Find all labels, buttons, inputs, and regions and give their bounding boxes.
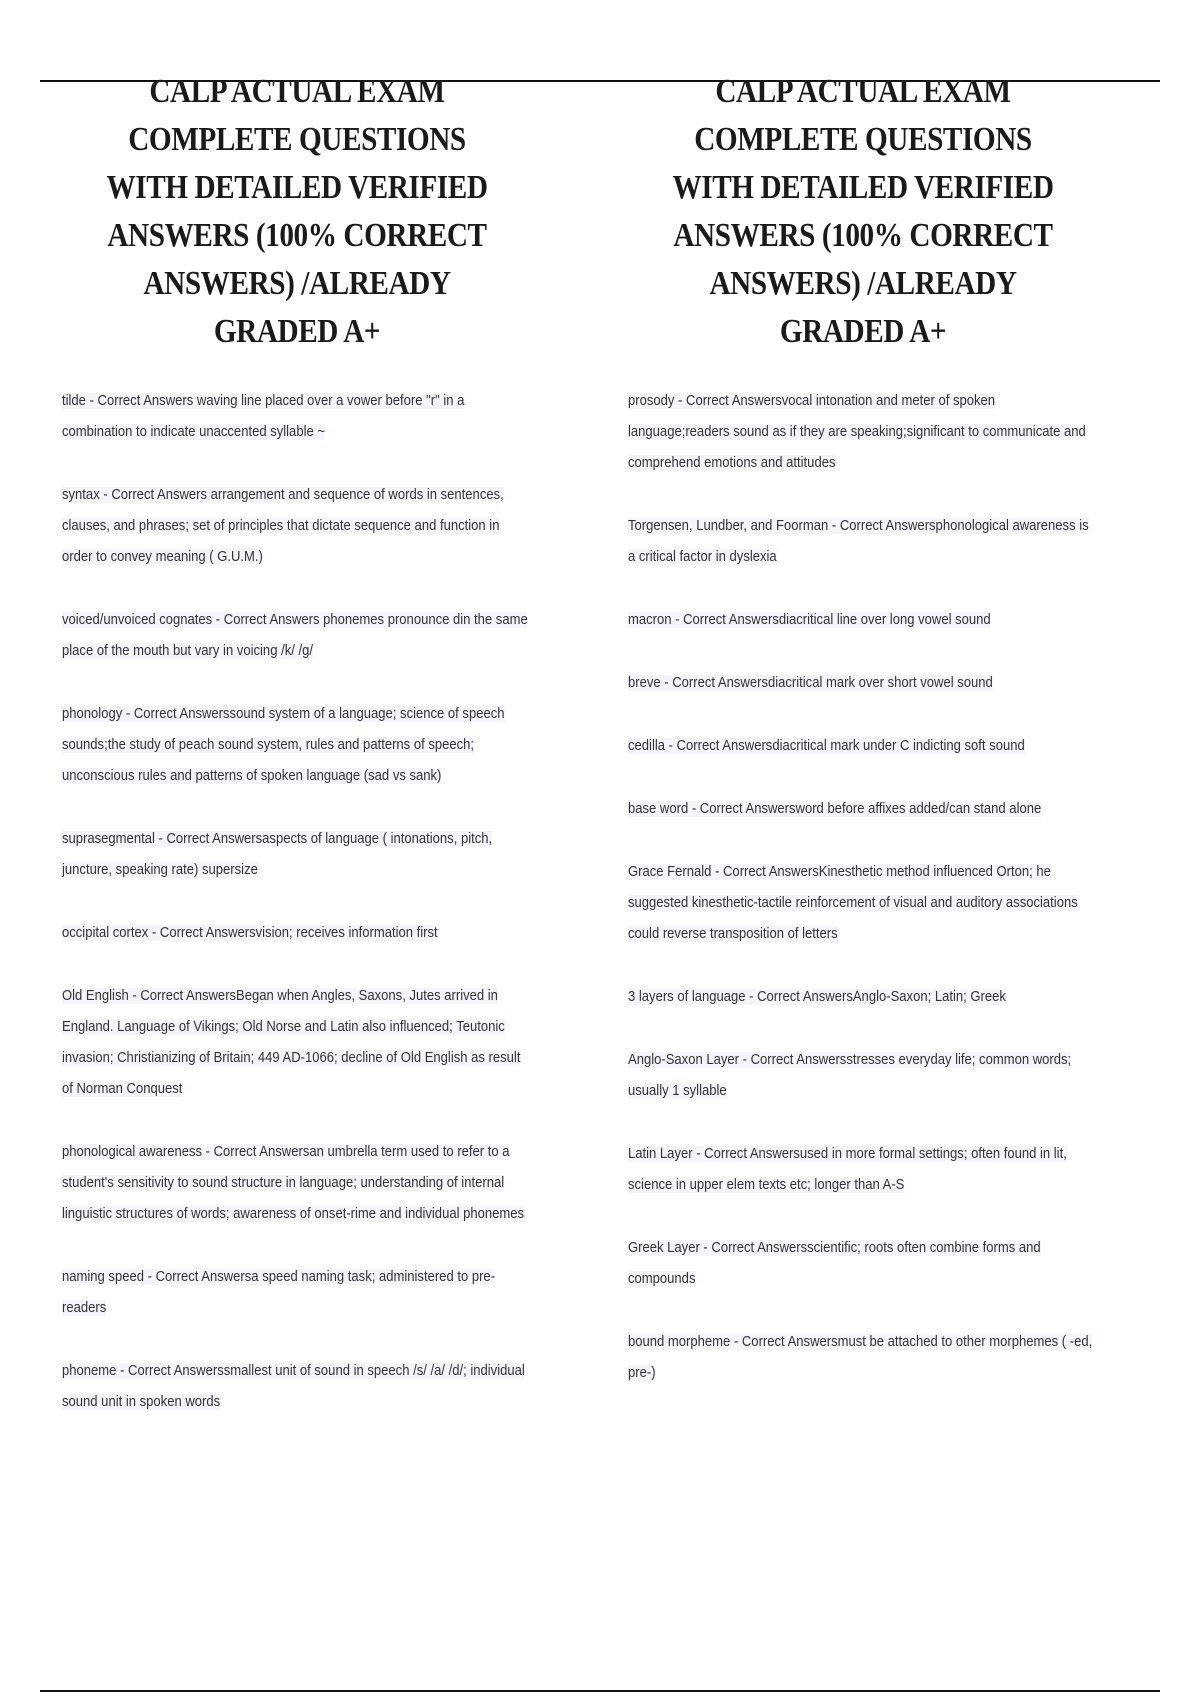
list-item: Latin Layer - Correct Answersused in more formal settings; often found in lit, science in upper elem texts etc; longer than A-S xyxy=(628,1146,1067,1193)
list-item: cedilla - Correct Answersdiacritical mark under C indicting soft sound xyxy=(628,738,1025,754)
right-entry-list xyxy=(628,386,1098,1389)
list-item: Torgensen, Lundber, and Foorman - Correct Answersphonological awareness is a critical factor in dyslexia xyxy=(628,518,1089,565)
right-page-column xyxy=(628,68,1098,1421)
list-item: base word - Correct Answersword before affixes added/can stand alone xyxy=(628,801,1042,817)
left-entry-list xyxy=(62,386,532,1418)
bottom-rule xyxy=(40,1690,1160,1692)
list-item: Greek Layer - Correct Answersscientific; roots often combine forms and compounds xyxy=(628,1240,1041,1287)
list-item: Old English - Correct AnswersBegan when Angles, Saxons, Jutes arrived in England. Language of Vikings; Old Norse and Latin also influenced; Teutonic invasion; Christianizing of Britain; 449 AD-1066; decline of Old English as result of Norman Conquest xyxy=(62,988,521,1097)
list-item: phonological awareness - Correct Answersan umbrella term used to refer to a student's sensitivity to sound structure in language; understanding of internal linguistic structures of words; awareness of onset-rime and individual phonemes xyxy=(62,1144,525,1222)
list-item: Anglo-Saxon Layer - Correct Answersstresses everyday life; common words; usually 1 syllable xyxy=(628,1052,1072,1099)
document-title-repeat: CALP ACTUAL EXAM COMPLETE QUESTIONS WITH DETAILED VERIFIED ANSWERS (100% CORRECT ANSWERS) /ALREADY GRADED A+ xyxy=(672,73,1054,350)
list-item: occipital cortex - Correct Answersvision; receives information first xyxy=(62,925,438,941)
list-item: Grace Fernald - Correct AnswersKinesthetic method influenced Orton; he suggested kinesthetic-tactile reinforcement of visual and auditory associations could reverse transposition of letters xyxy=(628,864,1078,942)
document-title: CALP ACTUAL EXAM COMPLETE QUESTIONS WITH DETAILED VERIFIED ANSWERS (100% CORRECT ANSWERS) /ALREADY GRADED A+ xyxy=(106,73,488,350)
list-item: breve - Correct Answersdiacritical mark over short vowel sound xyxy=(628,675,993,691)
left-page-column xyxy=(62,68,532,1450)
list-item: bound morpheme - Correct Answersmust be attached to other morphemes ( -ed, pre-) xyxy=(628,1334,1093,1381)
list-item: suprasegmental - Correct Answersaspects of language ( intonations, pitch, juncture, speaking rate) supersize xyxy=(62,831,493,878)
list-item: macron - Correct Answersdiacritical line over long vowel sound xyxy=(628,612,991,628)
list-item: 3 layers of language - Correct AnswersAnglo-Saxon; Latin; Greek xyxy=(628,989,1006,1005)
list-item: phonology - Correct Answerssound system of a language; science of speech sounds;the study of peach sound system, rules and patterns of speech; unconscious rules and patterns of spoken language (sad vs sank) xyxy=(62,706,505,784)
list-item: voiced/unvoiced cognates - Correct Answers phonemes pronounce din the same place of the mouth but vary in voicing /k/ /g/ xyxy=(62,612,528,659)
list-item: tilde - Correct Answers waving line placed over a vower before "r" in a combination to indicate unaccented syllable ~ xyxy=(62,393,465,440)
list-item: phoneme - Correct Answerssmallest unit of sound in speech /s/ /a/ /d/; individual sound unit in spoken words xyxy=(62,1363,525,1410)
list-item: naming speed - Correct Answersa speed naming task; administered to pre-readers xyxy=(62,1269,496,1316)
list-item: prosody - Correct Answersvocal intonation and meter of spoken language;readers sound as if they are speaking;significant to communicate and comprehend emotions and attitudes xyxy=(628,393,1086,471)
list-item: syntax - Correct Answers arrangement and sequence of words in sentences, clauses, and phrases; set of principles that dictate sequence and function in order to convey meaning ( G.U.M.) xyxy=(62,487,504,565)
